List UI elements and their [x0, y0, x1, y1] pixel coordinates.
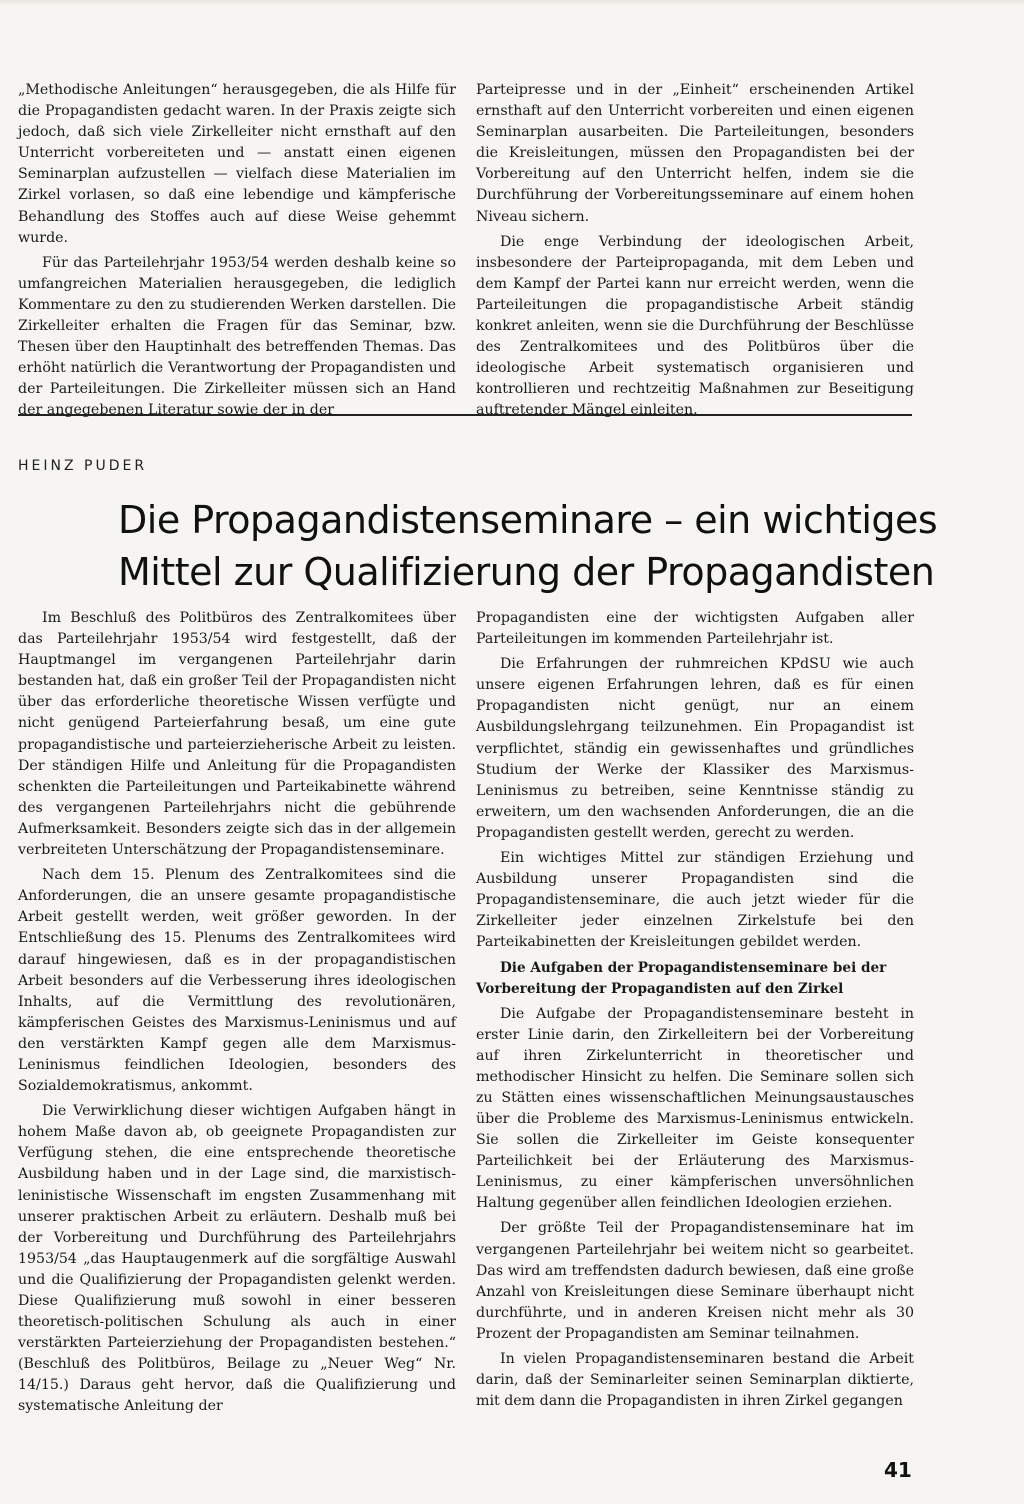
section-subheading: Die Aufgaben der Propagandistenseminare bei der Vorbereitung der Propagandisten auf den Zirkel	[476, 959, 887, 997]
paragraph: Für das Parteilehrjahr 1953/54 werden deshalb keine so umfangreichen Materialien herausgegeben, die lediglich Kommentare zu den zu studierenden Werken darstellen. Die Zirkelleiter erhalten die Fragen für das Seminar, bzw. Thesen über den Hauptinhalt des betreffenden Themas. Das erhöht natürlich die Verantwortung der Propagandisten und der Parteileitungen. Die Zirkelleiter müssen sich an Hand der angegebenen Literatur sowie der in der	[18, 254, 456, 419]
paragraph: Ein wichtiges Mittel zur ständigen Erziehung und Ausbildung unserer Propagandisten sind die Propagandistenseminare, die auch jetzt wieder für die Zirkelleiter jeder einzelnen Zirkelstufe bei den Parteikabinetten der Kreisleitungen gebildet werden.	[476, 850, 914, 951]
paragraph: Die Erfahrungen der ruhmreichen KPdSU wie auch unsere eigenen Erfahrungen lehren, daß es für einen Propagandisten nicht genügt, nur an einem Ausbildungslehrgang teilzunehmen. Ein Propagandist ist verpflichtet, ständig ein gewissenhaftes und gründliches Studium der Werke der Klassiker des Marxismus-Leninismus zu betreiben, seine Kenntnisse ständig zu erweitern, um den wachsenden Anforderungen, die an die Propagandisten gestellt werden, gerecht zu werden.	[476, 656, 914, 841]
section-divider	[18, 414, 912, 416]
bottom-right-column	[476, 608, 914, 1416]
paragraph: Der größte Teil der Propagandistenseminare hat im vergangenen Parteilehrjahr bei weitem nicht so gearbeitet. Das wird am treffendsten dadurch bewiesen, daß eine große Anzahl von Kreisleitungen diese Seminare überhaupt nicht durchführte, und in anderen Kreisen nicht mehr als 30 Prozent der Propagandisten am Seminar teilnahmen.	[476, 1220, 914, 1342]
top-right-column	[476, 80, 914, 426]
paragraph: Die enge Verbindung der ideologischen Arbeit, insbesondere der Parteipropaganda, mit dem Leben und dem Kampf der Partei kann nur erreicht werden, wenn die Parteileitungen die propagandistische Arbeit ständig konkret anleiten, wenn sie die Durchführung der Beschlüsse des Zentralkomitees und des Politbüros über die ideologische Arbeit systematisch organisieren und kontrollieren und rechtzeitig Maßnahmen zur Beseitigung auftretender Mängel einleiten.	[476, 233, 914, 419]
bottom-left-column	[18, 608, 456, 1422]
title-line-2: Mittel zur Qualifizierung der Propagandisten	[118, 550, 935, 594]
title-line-1: Die Propagandistenseminare – ein wichtiges	[118, 498, 938, 542]
paragraph: In vielen Propagandistenseminaren bestand die Arbeit darin, daß der Seminarleiter seinen Seminarplan diktierte, mit dem dann die Propagandisten in ihren Zirkel gegangen	[476, 1351, 914, 1410]
scan-edge	[0, 0, 1024, 6]
paragraph: Die Aufgabe der Propagandistenseminare besteht in erster Linie darin, den Zirkelleitern bei der Vorbereitung auf ihren Zirkelunterricht in theoretischer und methodischer Hinsicht zu helfen. Die Seminare sollen sich zu Stätten eines wissenschaftlichen Meinungsaustausches über die Probleme des Marxismus-Leninismus entwickeln. Sie sollen die Zirkelleiter im Geiste konsequenter Parteilichkeit bei der Erläuterung des Marxismus-Leninismus, zu einer kämpferischen unversöhnlichen Haltung gegenüber allen feindlichen Ideologien erziehen.	[476, 1005, 914, 1212]
page-number: 41	[884, 1458, 912, 1482]
paragraph: Nach dem 15. Plenum des Zentralkomitees sind die Anforderungen, die an unsere gesamte propagandistische Arbeit gestellt werden, weit größer geworden. In der Entschließung des 15. Plenums des Zentralkomitees wird darauf hingewiesen, daß es in der propagandistischen Arbeit besonders auf die Verbesserung ihres ideologischen Inhalts, auf die Vermittlung des revolutionären, kämpferischen Geistes des Marxismus-Leninismus und auf den verstärkten Kampf gegen alle dem Marxismus-Leninismus feindlichen Ideologien, besonders des Sozialdemokratismus, ankommt.	[18, 867, 456, 1095]
article-title	[118, 494, 938, 598]
article-author: HEINZ PUDER	[18, 458, 148, 474]
top-left-column	[18, 80, 456, 426]
paragraph: Die Verwirklichung dieser wichtigen Aufgaben hängt in hohem Maße davon ab, ob geeignete Propagandisten zur Verfügung stehen, die eine entsprechende theoretische Ausbildung haben und in der Lage sind, die marxistisch-leninistische Wissenschaft im engsten Zusammenhang mit unserer praktischen Arbeit zu erläutern. Deshalb muß bei der Vorbereitung und Durchführung des Parteilehrjahrs 1953/54 „das Hauptaugenmerk auf die sorgfältige Auswahl und die Qualifizierung der Propagandisten gelenkt werden. Diese Qualifizierung muß sowohl in einer besseren theoretisch-politischen Schulung als auch in einer verstärkten Parteierziehung der Propagandisten bestehen.“ (Beschluß des Politbüros, Beilage zu „Neuer Weg“ Nr. 14/15.) Daraus geht hervor, daß die Qualifizierung und systematische Anleitung der	[18, 1103, 456, 1415]
paragraph: Parteipresse und in der „Einheit“ erscheinenden Artikel ernsthaft auf den Unterricht vorbereiten und einen eigenen Seminarplan ausarbeiten. Die Parteileitungen, besonders die Kreisleitungen, müssen den Propagandisten bei der Vorbereitung auf den Unterricht helfen, indem sie die Durchführung der Vorbereitungsseminare auf einem hohen Niveau sichern.	[476, 82, 914, 225]
paragraph: Im Beschluß des Politbüros des Zentralkomitees über das Parteilehrjahr 1953/54 wird festgestellt, daß der Hauptmangel im vergangenen Parteilehrjahr darin bestanden hat, daß ein großer Teil der Propagandisten nicht über das erforderliche theoretische Wissen verfügte und nicht genügend Parteierfahrung besaß, um eine gute propagandistische und parteierzieherische Arbeit zu leisten. Der ständigen Hilfe und Anleitung für die Propagandisten schenkten die Parteileitungen und Parteikabinette während des vergangenen Parteilehrjahrs nicht die gebührende Aufmerksamkeit. Besonders zeigte sich das in der allgemein verbreiteten Unterschätzung der Propagandistenseminare.	[18, 610, 456, 859]
paragraph: Propagandisten eine der wichtigsten Aufgaben aller Parteileitungen im kommenden Parteilehrjahr ist.	[476, 610, 914, 648]
paragraph: „Methodische Anleitungen“ herausgegeben, die als Hilfe für die Propagandisten gedacht waren. In der Praxis zeigte sich jedoch, daß sich viele Zirkelleiter nicht ernsthaft auf den Unterricht vorbereiteten und — anstatt einen eigenen Seminarplan aufzustellen — vielfach diese Materialien im Zirkel vorlasen, so daß eine lebendige und kämpferische Behandlung des Stoffes auch auf diese Weise gehemmt wurde.	[18, 82, 456, 246]
